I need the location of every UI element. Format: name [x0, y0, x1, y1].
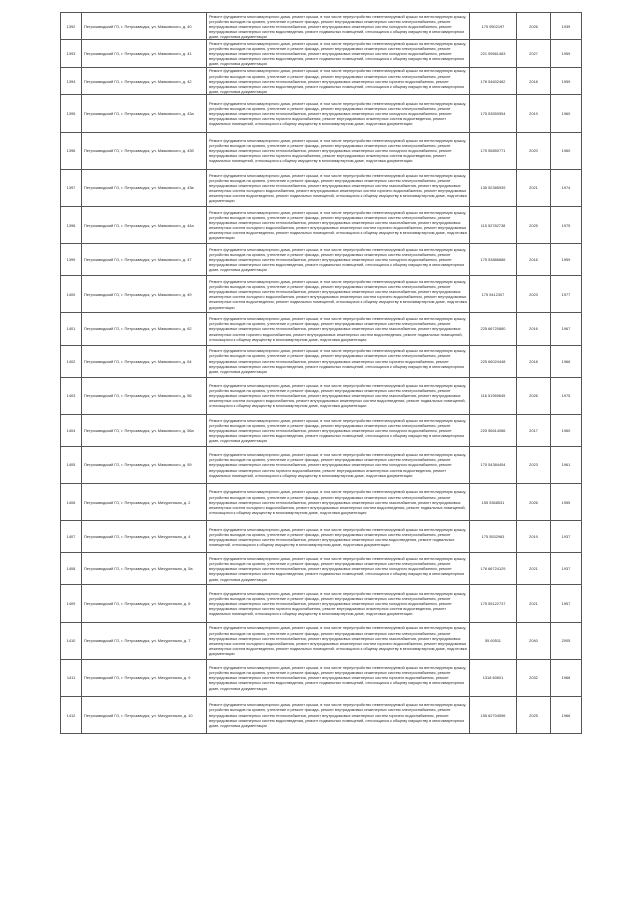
planned-year-cell: 2018: [517, 67, 551, 94]
cost-cell: 175 54384454: [470, 446, 517, 483]
row-number: 1392: [61, 13, 82, 40]
built-year-cell: 1975: [551, 377, 582, 414]
cost-cell: 155 62704596: [470, 697, 517, 734]
built-year-cell: 1960: [551, 132, 582, 169]
row-number: 1408: [61, 553, 82, 585]
works-description-cell: Ремонт фундамента многоквартирного дома, ремонт крыши, в том числе переустройство невентилируемой крыши на вентилируемую крышу, устройство выходов на кровлю, утепление и ремонт фасада, ремонт внутридомовых инженерных систем электроснабжения, ремонт внутридомовых инженерных систем теплоснабжения, ремонт внутридомовых инженерных систем горячего водоснабжения, ремонт внутридомовых инженерных систем водоотведения, ремонт подвальных помещений, относящихся к общему имуществу в многоквартирном доме, подготовка документации: [207, 697, 470, 734]
works-description-cell: Ремонт фундамента многоквартирного дома, ремонт крыши, в том числе переустройство невентилируемой крыши на вентилируемую крышу, устройство выходов на кровлю, утепление и ремонт фасада, ремонт внутридомовых инженерных систем электроснабжения, ремонт внутридомовых инженерных систем теплоснабжения, ремонт внутридомовых инженерных систем газоснабжения, ремонт внутридомовых инженерных систем холодного водоснабжения, ремонт внутридомовых инженерных систем горячего водоснабжения, ремонт внутридомовых инженерных систем водоотведения, ремонт подвальных помещений, относящихся к общему имуществу в многоквартирном доме, подготовка документации: [207, 169, 470, 206]
cost-cell: 176 54602462: [470, 67, 517, 94]
works-description-cell: Ремонт фундамента многоквартирного дома, ремонт крыши, в том числе переустройство невентилируемой крыши на вентилируемую крышу, устройство выходов на кровлю, утепление и ремонт фасада, ремонт внутридомовых инженерных систем электроснабжения, ремонт внутридомовых инженерных систем теплоснабжения, ремонт внутридомовых инженерных систем газоснабжения, ремонт внутридомовых инженерных систем горячего водоснабжения, ремонт внутридомовых инженерных систем водоотведения, ремонт подвальных помещений, относящихся к общему имуществу в многоквартирном доме, подготовка документации: [207, 313, 470, 345]
table-body: [61, 13, 582, 734]
built-year-cell: 1960: [551, 95, 582, 132]
table-row: [61, 585, 582, 622]
table-row: [61, 244, 582, 276]
address-cell: Петрозаводский ГО, г. Петрозаводск, ул. Маяковского, д. 59: [82, 446, 207, 483]
address-cell: Петрозаводский ГО, г. Петрозаводск, ул. Маяковского, д. 56а: [82, 414, 207, 446]
planned-year-cell: 2026: [517, 13, 551, 40]
table-row: [61, 169, 582, 206]
address-cell: Петрозаводский ГО, г. Петрозаводск, ул. Мичуринская, д. 7: [82, 622, 207, 659]
address-cell: Петрозаводский ГО, г. Петрозаводск, ул. Маяковского, д. 43в: [82, 169, 207, 206]
works-description-cell: Ремонт фундамента многоквартирного дома, ремонт крыши, в том числе переустройство невентилируемой крыши на вентилируемую крышу, устройство выходов на кровлю, утепление и ремонт фасада, ремонт внутридомовых инженерных систем электроснабжения, ремонт внутридомовых инженерных систем теплоснабжения, ремонт внутридомовых инженерных систем холодного водоснабжения, ремонт внутридомовых инженерных систем водоотведения, ремонт подвальных помещений, относящихся к общему имуществу в многоквартирном доме, подготовка документации: [207, 414, 470, 446]
table-row: [61, 446, 582, 483]
built-year-cell: 1955: [551, 484, 582, 521]
table-row: [61, 95, 582, 132]
works-description-cell: Ремонт фундамента многоквартирного дома, ремонт крыши, в том числе переустройство невентилируемой крыши на вентилируемую крышу, устройство выходов на кровлю, утепление и ремонт фасада, ремонт внутридомовых инженерных систем электроснабжения, ремонт внутридомовых инженерных систем теплоснабжения, ремонт внутридомовых инженерных систем холодного водоснабжения, ремонт внутридомовых инженерных систем водоотведения, ремонт подвальных помещений, относящихся к общему имуществу в многоквартирном доме, подготовка документации: [207, 40, 470, 67]
address-cell: Петрозаводский ГО, г. Петрозаводск, ул. Маяковского, д. 56: [82, 377, 207, 414]
repair-program-table: [60, 12, 582, 734]
row-number: 1397: [61, 169, 82, 206]
cost-cell: 175 53886886: [470, 244, 517, 276]
planned-year-cell: 2016: [517, 313, 551, 345]
planned-year-cell: 2016: [517, 244, 551, 276]
table-row: [61, 345, 582, 377]
planned-year-cell: 2017: [517, 414, 551, 446]
works-description-cell: Ремонт фундамента многоквартирного дома, ремонт крыши, в том числе переустройство невентилируемой крыши на вентилируемую крышу, устройство выходов на кровлю, утепление и ремонт фасада, ремонт внутридомовых инженерных систем электроснабжения, ремонт внутридомовых инженерных систем теплоснабжения, ремонт внутридомовых инженерных систем газоснабжения, ремонт внутридомовых инженерных систем холодного водоснабжения, ремонт внутридомовых инженерных систем водоотведения, ремонт подвальных помещений, относящихся к общему имуществу в многоквартирном доме, подготовка документации: [207, 484, 470, 521]
row-number: 1394: [61, 67, 82, 94]
planned-year-cell: 2019: [517, 95, 551, 132]
built-year-cell: 1959: [551, 244, 582, 276]
table-row: [61, 553, 582, 585]
built-year-cell: 1937: [551, 521, 582, 553]
cost-cell: 176 66724129: [470, 553, 517, 585]
cost-cell: 55 60511: [470, 622, 517, 659]
row-number: 1412: [61, 697, 82, 734]
cost-cell: 135 52385939: [470, 169, 517, 206]
planned-year-cell: 2018: [517, 345, 551, 377]
row-number: 1402: [61, 345, 82, 377]
works-description-cell: Ремонт фундамента многоквартирного дома, ремонт крыши, в том числе переустройство невентилируемой крыши на вентилируемую крышу, устройство выходов на кровлю, утепление и ремонт фасада, ремонт внутридомовых инженерных систем электроснабжения, ремонт внутридомовых инженерных систем теплоснабжения, ремонт внутридомовых инженерных систем холодного водоснабжения, ремонт внутридомовых инженерных систем горячего водоснабжения, ремонт внутридомовых инженерных систем водоотведения, ремонт подвальных помещений, относящихся к общему имуществу в многоквартирном доме, подготовка документации: [207, 585, 470, 622]
built-year-cell: 1960: [551, 414, 582, 446]
cost-cell: 116 51969845: [470, 377, 517, 414]
planned-year-cell: 2021: [517, 553, 551, 585]
built-year-cell: 1939: [551, 13, 582, 40]
planned-year-cell: 2020: [517, 132, 551, 169]
row-number: 1407: [61, 521, 82, 553]
works-description-cell: Ремонт фундамента многоквартирного дома, ремонт крыши, в том числе переустройство невентилируемой крыши на вентилируемую крышу, устройство выходов на кровлю, утепление и ремонт фасада, ремонт внутридомовых инженерных систем электроснабжения, ремонт внутридомовых инженерных систем теплоснабжения, ремонт внутридомовых инженерных систем холодного водоснабжения, ремонт внутридомовых инженерных систем горячего водоснабжения, ремонт внутридомовых инженерных систем водоотведения, ремонт подвальных помещений, относящихся к общему имуществу в многоквартирном доме, подготовка документации: [207, 446, 470, 483]
table-row: [61, 40, 582, 67]
works-description-cell: Ремонт фундамента многоквартирного дома, ремонт крыши, в том числе переустройство невентилируемой крыши на вентилируемую крышу, устройство выходов на кровлю, утепление и ремонт фасада, ремонт внутридомовых инженерных систем электроснабжения, ремонт внутридомовых инженерных систем теплоснабжения, ремонт внутридомовых инженерных систем холодного водоснабжения, ремонт внутридомовых инженерных систем водоотведения, ремонт подвальных помещений, относящихся к общему имуществу в многоквартирном доме, подготовка документации: [207, 244, 470, 276]
table-row: [61, 276, 582, 313]
works-description-cell: Ремонт фундамента многоквартирного дома, ремонт крыши, в том числе переустройство невентилируемой крыши на вентилируемую крышу, устройство выходов на кровлю, утепление и ремонт фасада, ремонт внутридомовых инженерных систем электроснабжения, ремонт внутридомовых инженерных систем теплоснабжения, ремонт внутридомовых инженерных систем газоснабжения, ремонт внутридомовых инженерных систем холодного водоснабжения, ремонт внутридомовых инженерных систем горячего водоснабжения, ремонт внутридомовых инженерных систем водоотведения, ремонт подвальных помещений, относящихся к общему имуществу в многоквартирном доме, подготовка документации: [207, 206, 470, 243]
planned-year-cell: 2023: [517, 446, 551, 483]
works-description-cell: Ремонт фундамента многоквартирного дома, ремонт крыши, в том числе переустройство невентилируемой крыши на вентилируемую крышу, устройство выходов на кровлю, утепление и ремонт фасада, ремонт внутридомовых инженерных систем электроснабжения, ремонт внутридомовых инженерных систем теплоснабжения, ремонт внутридомовых инженерных систем холодного водоснабжения, ремонт внутридомовых инженерных систем водоотведения, ремонт подвальных помещений, относящихся к общему имуществу в многоквартирном доме, подготовка документации: [207, 13, 470, 40]
row-number: 1396: [61, 132, 82, 169]
cost-cell: 1318 60601: [470, 659, 517, 696]
address-cell: Петрозаводский ГО, г. Петрозаводск, ул. Маяковского, д. 43б: [82, 132, 207, 169]
planned-year-cell: 2026: [517, 484, 551, 521]
planned-year-cell: 2032: [517, 659, 551, 696]
document-page: [60, 12, 581, 734]
address-cell: Петрозаводский ГО, г. Петрозаводск, ул. Маяковского, д. 47: [82, 244, 207, 276]
works-description-cell: Ремонт фундамента многоквартирного дома, ремонт крыши, в том числе переустройство невентилируемой крыши на вентилируемую крышу, устройство выходов на кровлю, утепление и ремонт фасада, ремонт внутридомовых инженерных систем электроснабжения, ремонт внутридомовых инженерных систем теплоснабжения, ремонт внутридомовых инженерных систем холодного водоснабжения, ремонт внутридомовых инженерных систем горячего водоснабжения, ремонт внутридомовых инженерных систем водоотведения, ремонт подвальных помещений, относящихся к общему имуществу в многоквартирном доме, подготовка документации: [207, 132, 470, 169]
address-cell: Петрозаводский ГО, г. Петрозаводск, ул. Мичуринская, д. 2: [82, 484, 207, 521]
row-number: 1398: [61, 206, 82, 243]
cost-cell: 175 5532983: [470, 521, 517, 553]
planned-year-cell: 2026: [517, 377, 551, 414]
works-description-cell: Ремонт фундамента многоквартирного дома, ремонт крыши, в том числе переустройство невентилируемой крыши на вентилируемую крышу, устройство выходов на кровлю, утепление и ремонт фасада, ремонт внутридомовых инженерных систем электроснабжения, ремонт внутридомовых инженерных систем теплоснабжения, ремонт внутридомовых инженерных систем газоснабжения, ремонт внутридомовых инженерных систем холодного водоснабжения, ремонт внутридомовых инженерных систем горячего водоснабжения, ремонт внутридомовых инженерных систем водоотведения, ремонт подвальных помещений, относящихся к общему имуществу в многоквартирном доме, подготовка документации: [207, 276, 470, 313]
cost-cell: 175 55122737: [470, 585, 517, 622]
built-year-cell: 1937: [551, 553, 582, 585]
built-year-cell: 2005: [551, 622, 582, 659]
works-description-cell: Ремонт фундамента многоквартирного дома, ремонт крыши, в том числе переустройство невентилируемой крыши на вентилируемую крышу, устройство выходов на кровлю, утепление и ремонт фасада, ремонт внутридомовых инженерных систем электроснабжения, ремонт внутридомовых инженерных систем теплоснабжения, ремонт внутридомовых инженерных систем холодного водоснабжения, ремонт внутридомовых инженерных систем горячего водоснабжения, ремонт внутридомовых инженерных систем водоотведения, ремонт подвальных помещений, относящихся к общему имуществу в многоквартирном доме, подготовка документации: [207, 95, 470, 132]
row-number: 1399: [61, 244, 82, 276]
works-description-cell: Ремонт фундамента многоквартирного дома, ремонт крыши, в том числе переустройство невентилируемой крыши на вентилируемую крышу, устройство выходов на кровлю, утепление и ремонт фасада, ремонт внутридомовых инженерных систем электроснабжения, ремонт внутридомовых инженерных систем теплоснабжения, ремонт внутридомовых инженерных систем водоотведения, ремонт подвальных помещений, относящихся к общему имуществу в многоквартирном доме, подготовка документации: [207, 521, 470, 553]
cost-cell: 155 5368531: [470, 484, 517, 521]
cost-cell: 175 55850771: [470, 132, 517, 169]
built-year-cell: 1961: [551, 446, 582, 483]
address-cell: Петрозаводский ГО, г. Петрозаводск, ул. Маяковского, д. 41: [82, 40, 207, 67]
address-cell: Петрозаводский ГО, г. Петрозаводск, ул. Маяковского, д. 49: [82, 276, 207, 313]
built-year-cell: 1957: [551, 585, 582, 622]
table-row: [61, 206, 582, 243]
address-cell: Петрозаводский ГО, г. Петрозаводск, ул. Маяковского, д. 42: [82, 67, 207, 94]
planned-year-cell: 2025: [517, 206, 551, 243]
row-number: 1393: [61, 40, 82, 67]
built-year-cell: 1968: [551, 659, 582, 696]
row-number: 1400: [61, 276, 82, 313]
row-number: 1405: [61, 446, 82, 483]
table-row: [61, 67, 582, 94]
works-description-cell: Ремонт фундамента многоквартирного дома, ремонт крыши, в том числе переустройство невентилируемой крыши на вентилируемую крышу, устройство выходов на кровлю, утепление и ремонт фасада, ремонт внутридомовых инженерных систем электроснабжения, ремонт внутридомовых инженерных систем теплоснабжения, ремонт внутридомовых инженерных систем газоснабжения, ремонт внутридомовых инженерных систем холодного водоснабжения, ремонт внутридомовых инженерных систем водоотведения, ремонт подвальных помещений, относящихся к общему имуществу в многоквартирном доме, подготовка документации: [207, 377, 470, 414]
works-description-cell: Ремонт фундамента многоквартирного дома, ремонт крыши, в том числе переустройство невентилируемой крыши на вентилируемую крышу, устройство выходов на кровлю, утепление и ремонт фасада, ремонт внутридомовых инженерных систем электроснабжения, ремонт внутридомовых инженерных систем теплоснабжения, ремонт внутридомовых инженерных систем холодного водоснабжения, ремонт внутридомовых инженерных систем водоотведения, ремонт подвальных помещений, относящихся к общему имуществу в многоквартирном доме, подготовка документации: [207, 553, 470, 585]
built-year-cell: 1975: [551, 206, 582, 243]
built-year-cell: 1966: [551, 697, 582, 734]
works-description-cell: Ремонт фундамента многоквартирного дома, ремонт крыши, в том числе переустройство невентилируемой крыши на вентилируемую крышу, устройство выходов на кровлю, утепление и ремонт фасада, ремонт внутридомовых инженерных систем электроснабжения, ремонт внутридомовых инженерных систем теплоснабжения, ремонт внутридомовых инженерных систем газоснабжения, ремонт внутридомовых инженерных систем холодного водоснабжения, ремонт внутридомовых инженерных систем горячего водоснабжения, ремонт внутридомовых инженерных систем водоотведения, ремонт подвальных помещений, относящихся к общему имуществу в многоквартирном доме, подготовка документации: [207, 622, 470, 659]
table-row: [61, 414, 582, 446]
planned-year-cell: 2021: [517, 169, 551, 206]
address-cell: Петрозаводский ГО, г. Петрозаводск, ул. Маяковского, д. 44а: [82, 206, 207, 243]
address-cell: Петрозаводский ГО, г. Петрозаводск, ул. Маяковского, д. 43а: [82, 95, 207, 132]
row-number: 1410: [61, 622, 82, 659]
built-year-cell: 1959: [551, 40, 582, 67]
table-row: [61, 659, 582, 696]
table-row: [61, 377, 582, 414]
row-number: 1411: [61, 659, 82, 696]
row-number: 1406: [61, 484, 82, 521]
address-cell: Петрозаводский ГО, г. Петрозаводск, ул. Маяковского, д. 40: [82, 13, 207, 40]
table-row: [61, 521, 582, 553]
cost-cell: 175 53550554: [470, 95, 517, 132]
table-row: [61, 13, 582, 40]
works-description-cell: Ремонт фундамента многоквартирного дома, ремонт крыши, в том числе переустройство невентилируемой крыши на вентилируемую крышу, устройство выходов на кровлю, утепление и ремонт фасада, ремонт внутридомовых инженерных систем электроснабжения, ремонт внутридомовых инженерных систем теплоснабжения, ремонт внутридомовых инженерных систем горячего водоснабжения, ремонт внутридомовых инженерных систем водоотведения, ремонт подвальных помещений, относящихся к общему имуществу в многоквартирном доме, подготовка документации: [207, 659, 470, 696]
cost-cell: 225 56614086: [470, 414, 517, 446]
built-year-cell: 1966: [551, 345, 582, 377]
address-cell: Петрозаводский ГО, г. Петрозаводск, ул. Мичуринская, д. 9: [82, 659, 207, 696]
planned-year-cell: 2040: [517, 622, 551, 659]
address-cell: Петрозаводский ГО, г. Петрозаводск, ул. Маяковского, д. 62: [82, 313, 207, 345]
table-row: [61, 313, 582, 345]
cost-cell: 115 52782738: [470, 206, 517, 243]
planned-year-cell: 2019: [517, 521, 551, 553]
planned-year-cell: 2025: [517, 697, 551, 734]
address-cell: Петрозаводский ГО, г. Петрозаводск, ул. Мичуринская, д. 10: [82, 697, 207, 734]
built-year-cell: 1977: [551, 276, 582, 313]
row-number: 1404: [61, 414, 82, 446]
cost-cell: 221 59661463: [470, 40, 517, 67]
planned-year-cell: 2021: [517, 585, 551, 622]
table-row: [61, 697, 582, 734]
cost-cell: 225 66024448: [470, 345, 517, 377]
cost-cell: 175 5412307: [470, 276, 517, 313]
row-number: 1401: [61, 313, 82, 345]
address-cell: Петрозаводский ГО, г. Петрозаводск, ул. Маяковского, д. 64: [82, 345, 207, 377]
built-year-cell: 1959: [551, 67, 582, 94]
cost-cell: 175 9502197: [470, 13, 517, 40]
row-number: 1403: [61, 377, 82, 414]
cost-cell: 225 66720880: [470, 313, 517, 345]
planned-year-cell: 2023: [517, 276, 551, 313]
row-number: 1395: [61, 95, 82, 132]
built-year-cell: 1974: [551, 169, 582, 206]
built-year-cell: 1967: [551, 313, 582, 345]
works-description-cell: Ремонт фундамента многоквартирного дома, ремонт крыши, в том числе переустройство невентилируемой крыши на вентилируемую крышу, устройство выходов на кровлю, утепление и ремонт фасада, ремонт внутридомовых инженерных систем электроснабжения, ремонт внутридомовых инженерных систем теплоснабжения, ремонт внутридомовых инженерных систем горячего водоснабжения, ремонт внутридомовых инженерных систем водоотведения, ремонт подвальных помещений, относящихся к общему имуществу в многоквартирном доме, подготовка документации: [207, 67, 470, 94]
planned-year-cell: 2027: [517, 40, 551, 67]
address-cell: Петрозаводский ГО, г. Петрозаводск, ул. Мичуринская, д. 6: [82, 585, 207, 622]
works-description-cell: Ремонт фундамента многоквартирного дома, ремонт крыши, в том числе переустройство невентилируемой крыши на вентилируемую крышу, устройство выходов на кровлю, утепление и ремонт фасада, ремонт внутридомовых инженерных систем электроснабжения, ремонт внутридомовых инженерных систем теплоснабжения, ремонт внутридомовых инженерных систем горячего водоснабжения, ремонт внутридомовых инженерных систем водоотведения, ремонт подвальных помещений, относящихся к общему имуществу в многоквартирном доме, подготовка документации: [207, 345, 470, 377]
table-row: [61, 132, 582, 169]
table-row: [61, 484, 582, 521]
address-cell: Петрозаводский ГО, г. Петрозаводск, ул. Мичуринская, д. 5а: [82, 553, 207, 585]
row-number: 1409: [61, 585, 82, 622]
table-row: [61, 622, 582, 659]
address-cell: Петрозаводский ГО, г. Петрозаводск, ул. Мичуринская, д. 4: [82, 521, 207, 553]
